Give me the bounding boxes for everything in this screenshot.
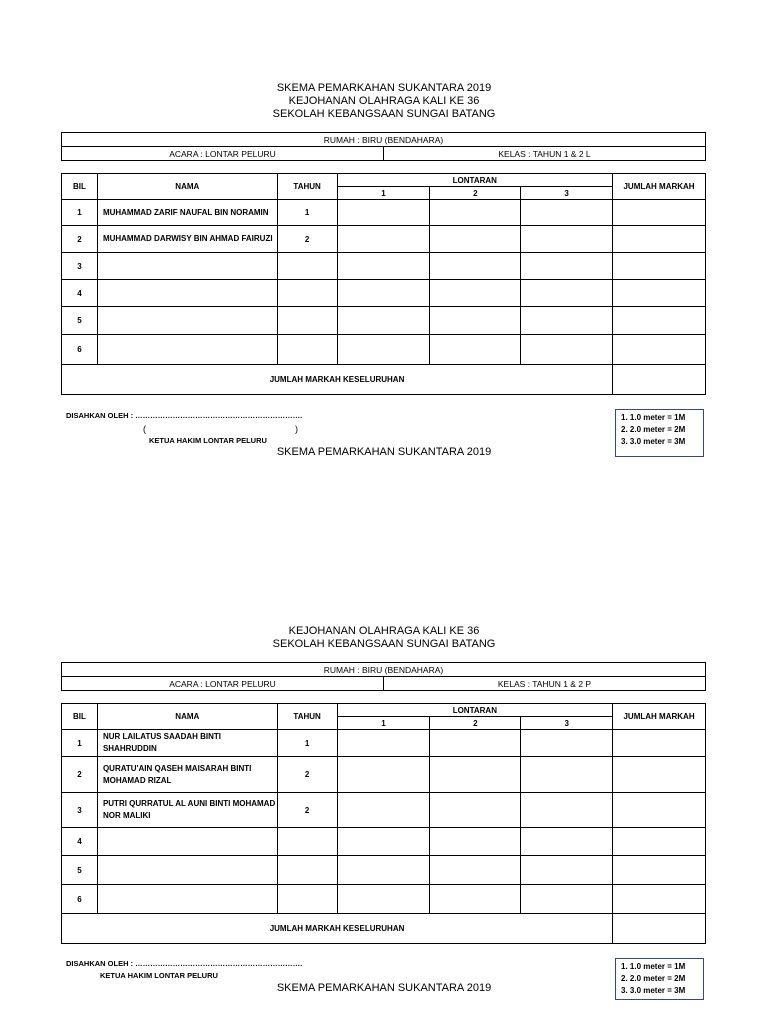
- page1-bracket-close: ): [295, 424, 298, 434]
- page2-total-label: JUMLAH MARKAH KESELURUHAN: [62, 914, 613, 944]
- row-l2: [430, 335, 521, 365]
- row-bil: 3: [62, 253, 98, 280]
- row-l1: [337, 885, 430, 914]
- row-l3: [521, 793, 613, 828]
- page1-header-bil: BIL: [62, 174, 98, 200]
- page2-legend: [615, 958, 704, 1000]
- row-l2: [430, 226, 521, 253]
- row-l2: [430, 253, 521, 280]
- row-bil: 5: [62, 307, 98, 335]
- page2-title: [0, 625, 768, 651]
- row-tahun: [277, 280, 337, 307]
- table-row: [62, 226, 706, 253]
- row-nama: [97, 280, 277, 307]
- row-l2: [430, 730, 521, 757]
- row-l1: [337, 280, 430, 307]
- page2-header-jumlah: JUMLAH MARKAH: [613, 704, 706, 730]
- legend-item: 2. 2.0 meter = 2M: [621, 425, 686, 434]
- row-bil: 5: [62, 856, 98, 885]
- row-tahun: [277, 856, 337, 885]
- row-l2: [430, 885, 521, 914]
- row-nama: [97, 253, 277, 280]
- table-row: [62, 307, 706, 335]
- row-bil: 6: [62, 335, 98, 365]
- row-l3: [521, 730, 613, 757]
- row-nama: MUHAMMAD ZARIF NAUFAL BIN NORAMIN: [97, 200, 277, 226]
- page2-ketua: KETUA HAKIM LONTAR PELURU: [100, 971, 218, 980]
- row-l3: [521, 200, 613, 226]
- table-row: [62, 828, 706, 856]
- page1-header-jumlah: JUMLAH MARKAH: [613, 174, 706, 200]
- row-nama: [97, 828, 277, 856]
- table-row: [62, 335, 706, 365]
- row-l3: [521, 856, 613, 885]
- page2-header-bil: BIL: [62, 704, 98, 730]
- page1-info-table: [61, 132, 706, 161]
- row-l1: [337, 828, 430, 856]
- row-l1: [337, 226, 430, 253]
- row-l2: [430, 828, 521, 856]
- row-l1: [337, 307, 430, 335]
- row-jumlah: [613, 307, 706, 335]
- page1-header-l2: 2: [430, 187, 521, 200]
- row-bil: 2: [62, 757, 98, 793]
- page2-header-lontaran: LONTARAN: [337, 704, 612, 717]
- row-tahun: 2: [277, 757, 337, 793]
- row-nama: QURATU'AIN QASEH MAISARAH BINTI MOHAMAD RIZAL: [97, 757, 277, 793]
- row-l3: [521, 253, 613, 280]
- page2-rumah: RUMAH : BIRU (BENDAHARA): [62, 663, 706, 677]
- page1-title-line-1: SKEMA PEMARKAHAN SUKANTARA 2019: [276, 82, 492, 94]
- row-nama: NUR LAILATUS SAADAH BINTI SHAHRUDDIN: [97, 730, 277, 757]
- row-nama: MUHAMMAD DARWISY BIN AHMAD FAIRUZI: [97, 226, 277, 253]
- page1-title-line-3: SEKOLAH KEBANGSAAN SUNGAI BATANG: [272, 108, 496, 120]
- page2-header-tahun: TAHUN: [277, 704, 337, 730]
- table-row: [62, 253, 706, 280]
- row-tahun: [277, 828, 337, 856]
- row-nama: [97, 885, 277, 914]
- row-l2: [430, 200, 521, 226]
- page1-header-lontaran: LONTARAN: [337, 174, 612, 187]
- row-l2: [430, 307, 521, 335]
- legend-item: 1. 1.0 meter = 1M: [621, 962, 686, 971]
- page2-disahkan: DISAHKAN OLEH : ………………………………………………………….: [66, 959, 303, 968]
- row-jumlah: [613, 226, 706, 253]
- row-l3: [521, 828, 613, 856]
- page1-title: [0, 82, 768, 121]
- row-nama: [97, 335, 277, 365]
- page1-header-nama: NAMA: [97, 174, 277, 200]
- table-row: [62, 200, 706, 226]
- page1-header-tahun: TAHUN: [277, 174, 337, 200]
- row-tahun: 2: [277, 226, 337, 253]
- page1-bracket-open: (: [143, 424, 146, 434]
- row-l2: [430, 793, 521, 828]
- legend-item: 2. 2.0 meter = 2M: [621, 974, 686, 983]
- legend-item: 3. 3.0 meter = 3M: [621, 986, 686, 995]
- row-l1: [337, 757, 430, 793]
- row-jumlah: [613, 200, 706, 226]
- row-jumlah: [613, 828, 706, 856]
- row-bil: 2: [62, 226, 98, 253]
- row-l3: [521, 226, 613, 253]
- row-l2: [430, 280, 521, 307]
- page1-acara: ACARA : LONTAR PELURU: [62, 147, 384, 161]
- row-tahun: 1: [277, 730, 337, 757]
- table-row: [62, 757, 706, 793]
- row-l3: [521, 335, 613, 365]
- row-bil: 4: [62, 280, 98, 307]
- page2-title-line-2: SEKOLAH KEBANGSAAN SUNGAI BATANG: [272, 638, 496, 650]
- page2-info-table: [61, 662, 706, 691]
- row-l2: [430, 856, 521, 885]
- row-bil: 3: [62, 793, 98, 828]
- row-tahun: [277, 307, 337, 335]
- page2-score-table: [61, 703, 706, 944]
- page2-title-line-1: KEJOHANAN OLAHRAGA KALI KE 36: [288, 625, 480, 637]
- row-l3: [521, 307, 613, 335]
- row-jumlah: [613, 757, 706, 793]
- row-jumlah: [613, 856, 706, 885]
- page2-kelas: KELAS : TAHUN 1 & 2 P: [384, 677, 706, 691]
- page1-header-l3: 3: [521, 187, 613, 200]
- row-l1: [337, 730, 430, 757]
- row-nama: [97, 856, 277, 885]
- table-row: [62, 793, 706, 828]
- page2-acara: ACARA : LONTAR PELURU: [62, 677, 384, 691]
- row-jumlah: [613, 730, 706, 757]
- row-bil: 4: [62, 828, 98, 856]
- row-l2: [430, 757, 521, 793]
- page2-footer-title: SKEMA PEMARKAHAN SUKANTARA 2019: [276, 982, 492, 994]
- page1-legend: [615, 409, 704, 457]
- row-bil: 1: [62, 730, 98, 757]
- row-tahun: 2: [277, 793, 337, 828]
- row-tahun: [277, 335, 337, 365]
- row-l3: [521, 280, 613, 307]
- page2-header-nama: NAMA: [97, 704, 277, 730]
- page1-rumah: RUMAH : BIRU (BENDAHARA): [62, 133, 706, 147]
- page2-header-l3: 3: [521, 717, 613, 730]
- row-l1: [337, 200, 430, 226]
- row-l1: [337, 856, 430, 885]
- row-l1: [337, 253, 430, 280]
- table-row: [62, 856, 706, 885]
- page1-total-value: [613, 365, 706, 395]
- row-bil: 6: [62, 885, 98, 914]
- row-nama: PUTRI QURRATUL AL AUNI BINTI MOHAMAD NOR MALIKI: [97, 793, 277, 828]
- page2-total-value: [613, 914, 706, 944]
- row-jumlah: [613, 253, 706, 280]
- row-tahun: [277, 253, 337, 280]
- row-jumlah: [613, 280, 706, 307]
- row-jumlah: [613, 335, 706, 365]
- row-l1: [337, 335, 430, 365]
- row-tahun: [277, 885, 337, 914]
- row-jumlah: [613, 793, 706, 828]
- table-row: [62, 730, 706, 757]
- row-nama: [97, 307, 277, 335]
- legend-item: 3. 3.0 meter = 3M: [621, 437, 686, 446]
- row-bil: 1: [62, 200, 98, 226]
- row-l3: [521, 757, 613, 793]
- page1-score-table: [61, 173, 706, 395]
- row-jumlah: [613, 885, 706, 914]
- row-l1: [337, 793, 430, 828]
- page2-header-l1: 1: [337, 717, 430, 730]
- table-row: [62, 885, 706, 914]
- table-row: [62, 280, 706, 307]
- page1-title-line-2: KEJOHANAN OLAHRAGA KALI KE 36: [288, 95, 480, 107]
- page2-header-l2: 2: [430, 717, 521, 730]
- legend-item: 1. 1.0 meter = 1M: [621, 413, 686, 422]
- page1-footer-title: SKEMA PEMARKAHAN SUKANTARA 2019: [276, 446, 492, 458]
- row-l3: [521, 885, 613, 914]
- page1-ketua: KETUA HAKIM LONTAR PELURU: [149, 436, 267, 445]
- row-tahun: 1: [277, 200, 337, 226]
- page1-total-label: JUMLAH MARKAH KESELURUHAN: [62, 365, 613, 395]
- page1-kelas: KELAS : TAHUN 1 & 2 L: [384, 147, 706, 161]
- page1-header-l1: 1: [337, 187, 430, 200]
- page1-disahkan: DISAHKAN OLEH : ………………………………………………………….: [66, 411, 303, 420]
